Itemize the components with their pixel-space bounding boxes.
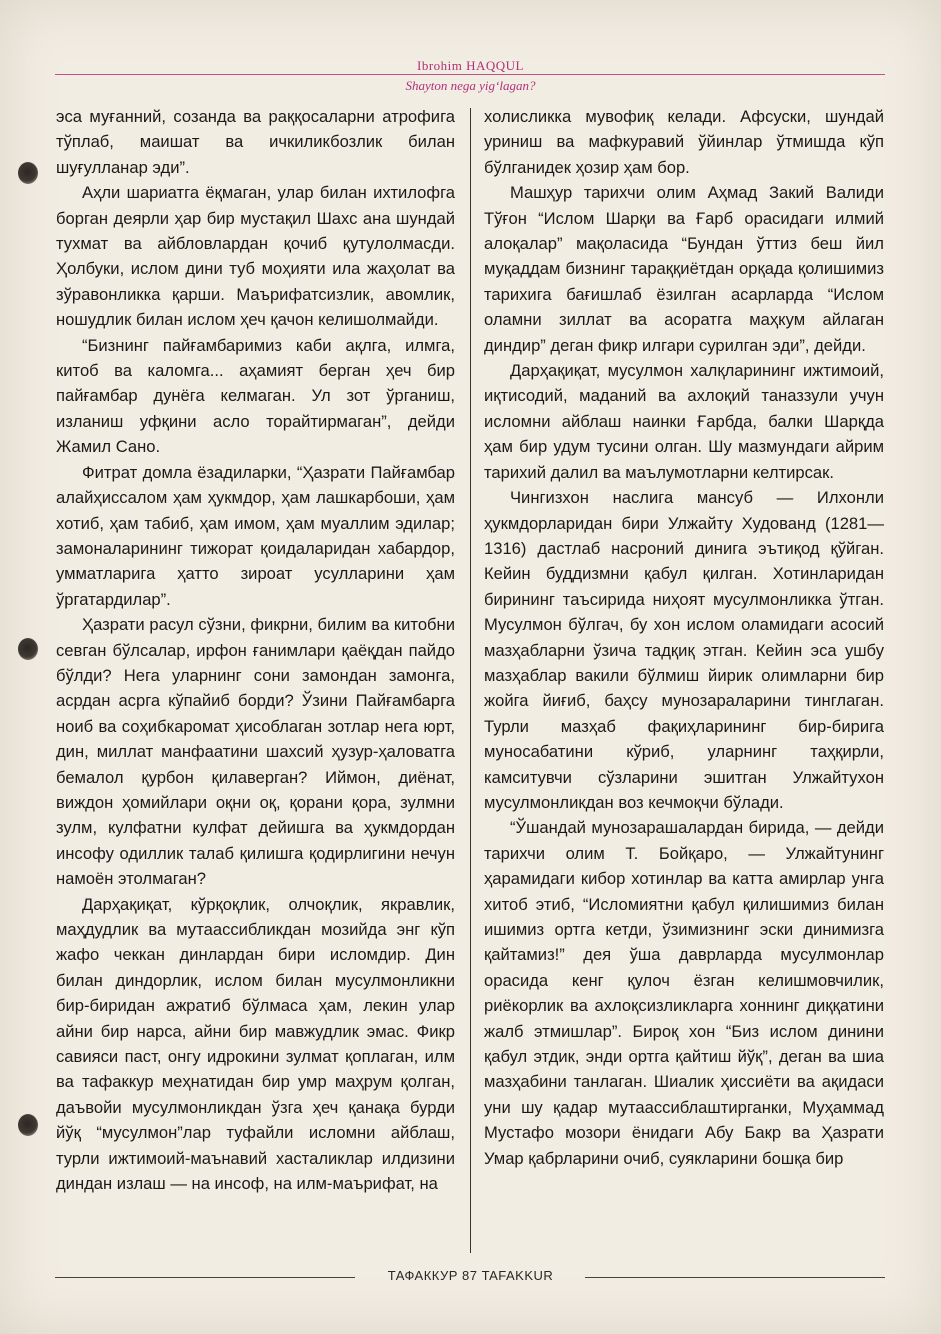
paragraph: “Бизнинг пайғамбаримиз каби ақлга, илмга, китоб ва каломга... аҳамият берган ҳеч бир пайғамбар дунёга келмаган. Ул зот ўрганиш, изланиш уфқини асло торайтирмаган”, дейди Жамил Сано. xyxy=(56,335,455,457)
left-column xyxy=(56,104,455,1196)
paragraph: Аҳли шариатга ёқмаган, улар билан ихтилофга борган деярли ҳар бир мустақил Шахс ана шундай тухмат ва айбловлардан қочиб қутулолмасди. Ҳолбуки, ислом дини туб моҳияти ила жаҳолат ва зўравонликка қарши. Маърифатсизлик, авомлик, ношудлик билан ислом ҳеч қачон келишолмайди. xyxy=(56,183,455,330)
paragraph: Чингизхон наслига мансуб — Илхонли ҳукмдорларидан бири Улжайту Худованд (1281—1316) дастлаб насроний динига эътиқод қўйган. Кейин буддизмни қабул қилган. Хотинларидан бирининг таъсирида ниҳоят мусулмонликка ўтган. Мусулмон бўлгач, бу хон ислом оламидаги асосий мазҳабларни ўзича тадқиқ этган. Кейин эса ушбу мазҳаблар вакили бўлмиш йирик олимларни бир жойга йиғиб, баҳсу мунозараларини тинглаган. Турли мазҳаб фақиҳларининг бир-бирига муносабатини кўриб, уларнинг таҳқирли, камситувчи сўзларини эшитган Улжайтухон мусулмонликдан воз кечмоқчи бўлади. xyxy=(484,488,884,812)
paragraph: Дарҳақиқат, кўрқоқлик, олчоқлик, якравлик, маҳдудлик ва мутаассибликдан мозийда энг кўп жафо чеккан динлардан бири исломдир. Дин билан диндорлик, ислом билан мусулмонликни бир-биридан ажратиб бўлмаса ҳам, лекин улар айни бир нарса, айни бир мавжудлик эмас. Фикр савияси паст, онгу идрокини зулмат қоплаган, илм ва тафаккур меҳнатидан бир умр маҳрум қолган, даъвойи мусулмонликдан ўзга ҳеч қанақа бурди йўқ “мусулмон”лар туфайли исломни айблаш, турли ижтимоий-маънавий хасталиклар илдизини диндан излаш — на инсоф, на илм-маърифат, на xyxy=(56,894,455,1194)
paragraph: Фитрат домла ёзадиларки, “Ҳазрати Пайғамбар алайҳиссалом ҳам ҳукмдор, ҳам лашкарбоши, ҳам хотиб, ҳам табиб, ҳам имом, ҳам муаллим эдилар; замоналарининг тижорат қоидаларидан хабардор, умматларига ҳатто зироат усулларини ҳам ўргатардилар”. xyxy=(56,462,455,609)
paragraph: эса муғанний, созанда ва раққосаларни атрофига тўплаб, маишат ва ичкиликбозлик билан шуғулланар эди”. xyxy=(56,107,455,177)
paragraph: Дарҳақиқат, мусулмон халқларининг ижтимоий, иқтисодий, маданий ва ахлоқий таназзули учун исломни айблаш наинки Ғарбда, балки Шарқда ҳам бир удум тусини олган. Шу мазмундаги айрим тарихий далил ва маълумотларни келтирсак. xyxy=(484,361,884,482)
header-rule xyxy=(55,74,885,75)
binder-hole xyxy=(18,162,38,184)
right-column xyxy=(484,104,884,1171)
paragraph: “Ўшандай мунозарашалардан бирида, — дейди тарихчи олим Т. Бойқаро, — Улжайтунинг ҳарамидаги кибор хотинлар ва катта амирлар унга хитоб этиб, “Исломиятни қабул қилишимиз билан ишимиз ортга кетди, ўзимизнинг эски динимизга қайтамиз!” дея ўша даврларда мусулмонлар орасида кенг қулоч ёзган келишмовчилик, риёкорлик ва ахлоқсизликларга хоннинг диққатини жалб этмишлар”. Бироқ хон “Биз ислом динини қабул этдик, энди ортга қайтиш йўқ”, деган ва шиа мазҳабини танлаган. Шиалик ҳиссиёти ва ақидаси уни шу қадар мутаассиблаштирганки, Муҳаммад Мустафо мозори ёнидаги Абу Бакр ва Ҳазрати Умар қабрларини очиб, суякларини бошқа бир xyxy=(484,818,884,1168)
paragraph: Машҳур тарихчи олим Аҳмад Закий Валиди Тўғон “Ислом Шарқи ва Ғарб орасидаги илмий алоқалар” мақоласида “Бундан ўттиз беш йил муқаддам бизнинг тараққиётдан орқада қолишимиз тарихига бағишлаб ёзилган асарларда “Ислом оламни зиллат ва асоратга маҳкум айлаган диндир” деган фикр илгари сурилган эди”, дейди. xyxy=(484,183,884,355)
paragraph: холисликка мувофиқ келади. Афсуски, шундай уриниш ва мафкуравий ўйинлар ўтмишда кўп бўлганидек ҳозир ҳам бор. xyxy=(484,107,884,177)
paragraph: Ҳазрати расул сўзни, фикрни, билим ва китобни севган бўлсалар, ирфон ғанимлари қаёқдан пайдо бўлди? Нега уларнинг сони замондан замонга, асрдан асрга кўпайиб борди? Ўзини Пайғамбарга ноиб ва соҳибкаромат ҳисоблаган зотлар нега юрт, дин, миллат манфаатини шахсий ҳузур-ҳаловатга бемалол қурбон қилаверган? Иймон, диёнат, виждон ҳомийлари оқни оқ, қорани қора, зулмни зулм, кулфатни кулфат дейишга ва ҳукмдордан инсофу одиллик талаб қилишга қодирлигини нечун намоён этолмаган? xyxy=(56,615,455,889)
binder-hole xyxy=(18,638,38,660)
header-author: Ibrohim HAQQUL xyxy=(416,58,524,73)
header-subtitle: Shayton nega yig‘lagan? xyxy=(405,78,536,93)
footer-rule-right xyxy=(585,1277,885,1278)
binder-hole xyxy=(18,1114,38,1136)
column-divider xyxy=(470,108,471,1253)
footer-page-label: ТАФАККУР 87 TAFAKKUR xyxy=(387,1268,554,1283)
